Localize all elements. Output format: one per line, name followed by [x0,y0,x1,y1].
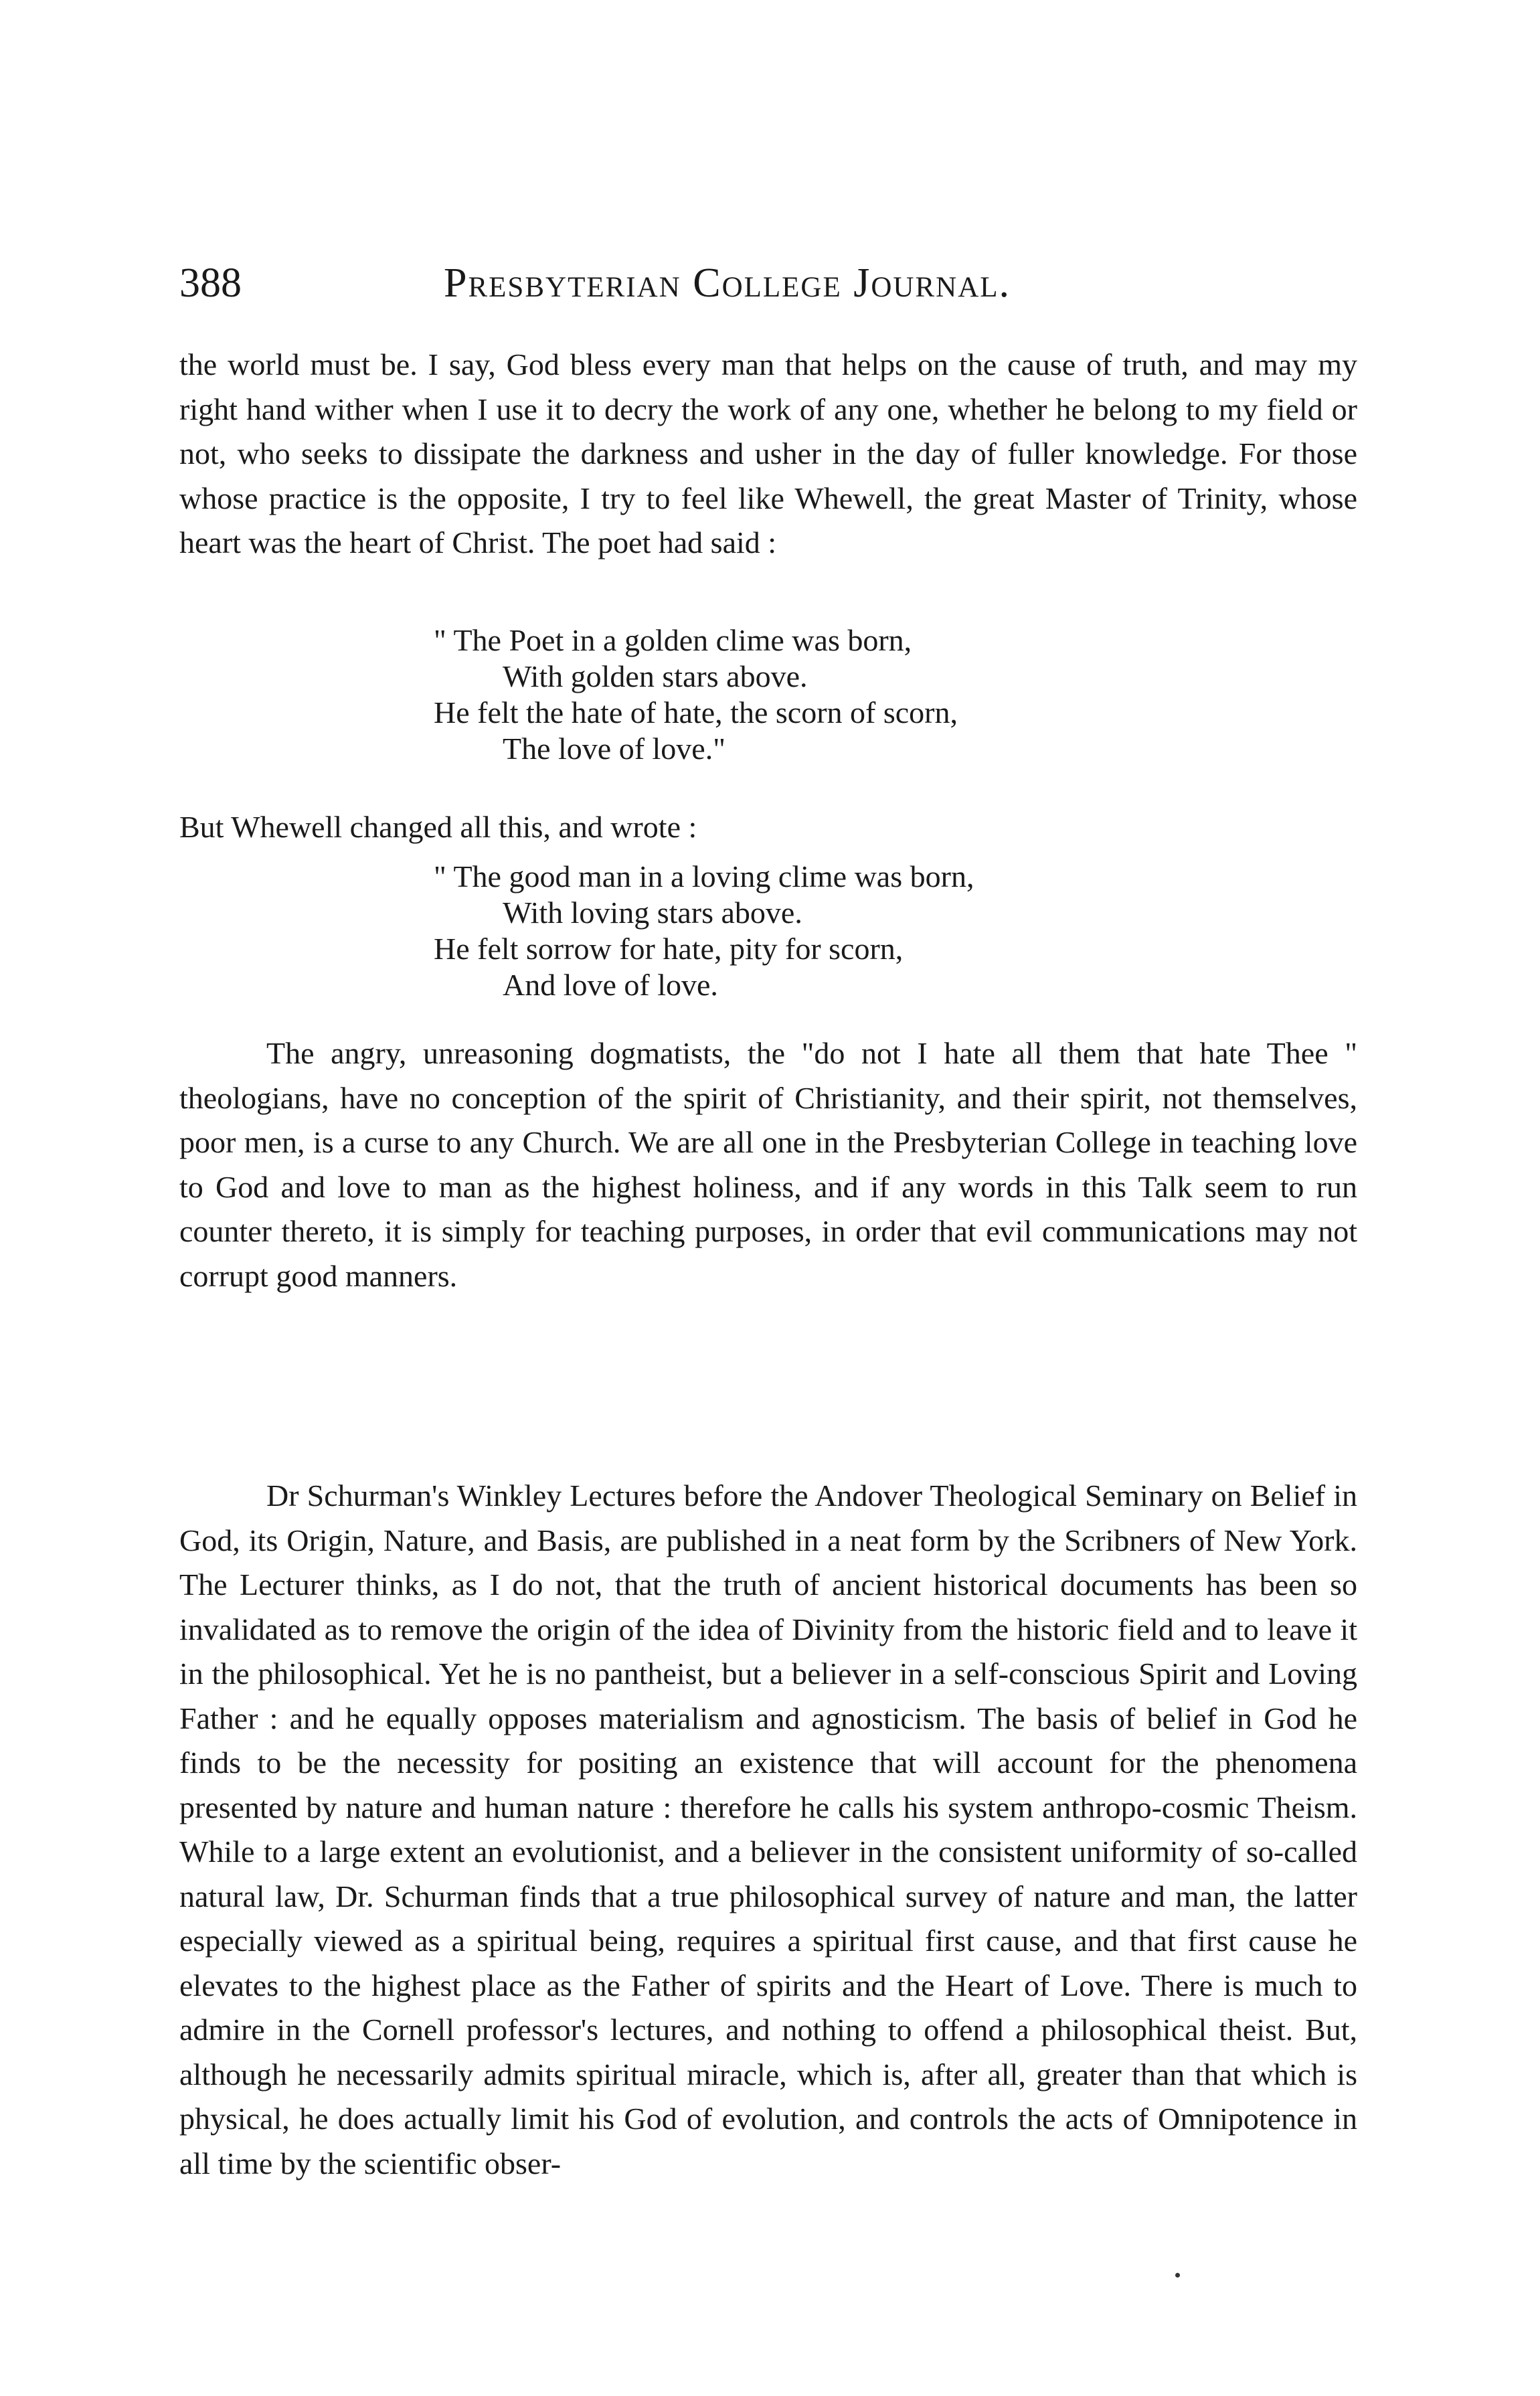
poem-1-line-2: With golden stars above. [503,659,808,693]
poem-1-line-1: " The Poet in a golden clime was born, [434,623,912,657]
print-speck [1175,2273,1180,2278]
poem-1-line-3: He felt the hate of hate, the scorn of scorn, [434,695,958,730]
poem-2-line-1: " The good man in a loving clime was born, [434,859,974,893]
continuation-paragraph-text: the world must be. I say, God bless every man that helps on the cause of truth, and may my right hand wither when I use it to decry the work of any one, whether he belong to my field or not, who seeks to dissipate the darkness and usher in the day of fuller knowledge. For those whose practice is the opposite, I try to feel like Whewell, the great Master of Trinity, whose heart was the heart of Christ. The poet had said : [179,347,1357,560]
dogmatists-paragraph [179,1031,1357,1298]
poem-2-line-4: And love of love. [503,968,718,1002]
whewell-intro [179,805,1357,850]
schurman-lectures-paragraph [179,1474,1357,2186]
running-head: Presbyterian College Journal. [444,260,1011,306]
whewell-intro-text: But Whewell changed all this, and wrote : [179,810,697,844]
poem-quotation-1 [434,622,958,767]
poem-quotation-2 [434,859,974,1003]
schurman-lectures-paragraph-text: Dr Schurman's Winkley Lectures before the Andover Theological Seminary on Belief in God, its Origin, Nature, and Basis, are published in a neat form by the Scribners of New York. The Lecturer thinks, as I do not, that the truth of ancient historical documents has been so invalidated as to remove the origin of the idea of Divinity from the historic field and to leave it in the philosophical. Yet he is no pantheist, but a believer in a self-conscious Spirit and Loving Father : and he equally opposes materialism and agnosticism. The basis of belief in God he finds to be the necessity for positing an existence that will account for the phenomena presented by nature and human nature : therefore he calls his system anthropo-cosmic Theism. While to a large extent an evolutionist, and a believer in the consistent uniformity of so-called natural law, Dr. Schurman finds that a true philosophical survey of nature and man, the latter especially viewed as a spiritual being, requires a spiritual first cause, and that first cause he elevates to the highest place as the Father of spirits and the Heart of Love. There is much to admire in the Cornell professor's lectures, and nothing to offend a philosophical theist. But, although he necessarily admits spiritual miracle, which is, after all, greater than that which is physical, he does actually limit his God of evolution, and controls the acts of Omnipotence in all time by the scientific obser- [179,1478,1357,2180]
dogmatists-paragraph-text: The angry, unreasoning dogmatists, the "do not I hate all them that hate Thee " theologians, have no conception of the spirit of Christianity, and their spirit, not themselves, poor men, is a curse to any Church. We are all one in the Presbyterian College in teaching love to God and love to man as the highest holiness, and if any words in this Talk seem to run counter thereto, it is simply for teaching purposes, in order that evil communications may not corrupt good manners. [179,1036,1357,1293]
continuation-paragraph [179,343,1357,566]
page-header [179,253,1357,313]
poem-2-line-2: With loving stars above. [503,895,802,930]
poem-2-line-3: He felt sorrow for hate, pity for scorn, [434,932,904,966]
poem-1-line-4: The love of love." [503,732,726,766]
page-number: 388 [179,260,242,306]
